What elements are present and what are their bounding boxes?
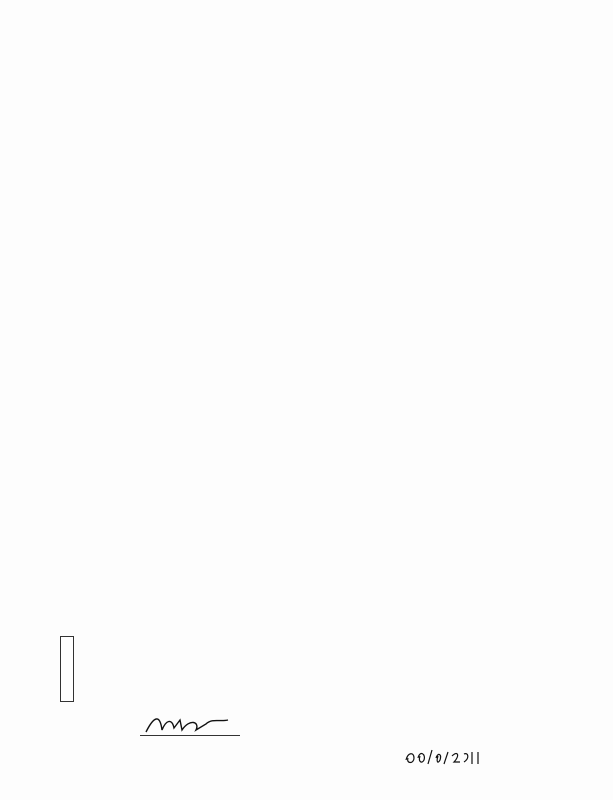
signature-icon [140,710,240,740]
handwritten-date-icon [402,746,482,768]
page-number-tab [60,636,74,702]
